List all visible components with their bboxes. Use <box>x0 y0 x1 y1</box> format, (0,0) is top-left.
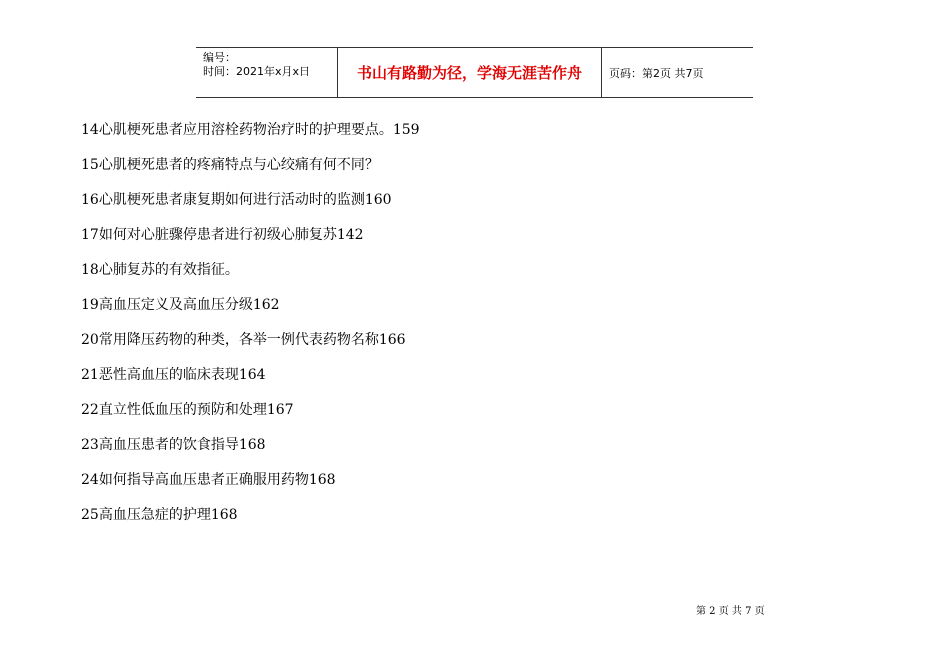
list-item: 25高血压急症的护理168 <box>81 507 238 523</box>
list-item: 20常用降压药物的种类，各举一例代表药物名称166 <box>81 332 406 348</box>
list-item: 18心肺复苏的有效指征。 <box>81 262 239 278</box>
page-header <box>196 47 753 98</box>
list-item: 24如何指导高血压患者正确服用药物168 <box>81 472 336 488</box>
list-item: 21恶性高血压的临床表现164 <box>81 367 266 383</box>
page-footer: 第 2 页 共 7 页 <box>696 606 765 617</box>
list-item: 23高血压患者的饮食指导168 <box>81 437 266 453</box>
list-item: 16心肌梗死患者康复期如何进行活动时的监测160 <box>81 192 392 208</box>
list-item: 22直立性低血压的预防和处理167 <box>81 402 294 418</box>
page-indicator: 页码：第2页 共7页 <box>609 66 704 80</box>
header-motto-cell <box>338 48 602 97</box>
header-page-cell <box>602 48 753 97</box>
list-item: 19高血压定义及高血压分级162 <box>81 297 280 313</box>
question-list <box>81 120 420 540</box>
document-date-label: 时间：2021年x月x日 <box>203 65 311 78</box>
list-item: 14心肌梗死患者应用溶栓药物治疗时的护理要点。159 <box>81 122 420 138</box>
list-item: 15心肌梗死患者的疼痛特点与心绞痛有何不同？ <box>81 157 379 173</box>
document-number-label: 编号： <box>203 51 236 64</box>
header-meta-cell <box>196 48 338 97</box>
list-item: 17如何对心脏骤停患者进行初级心肺复苏142 <box>81 227 364 243</box>
motto-text: 书山有路勤为径，学海无涯苦作舟 <box>356 64 582 82</box>
